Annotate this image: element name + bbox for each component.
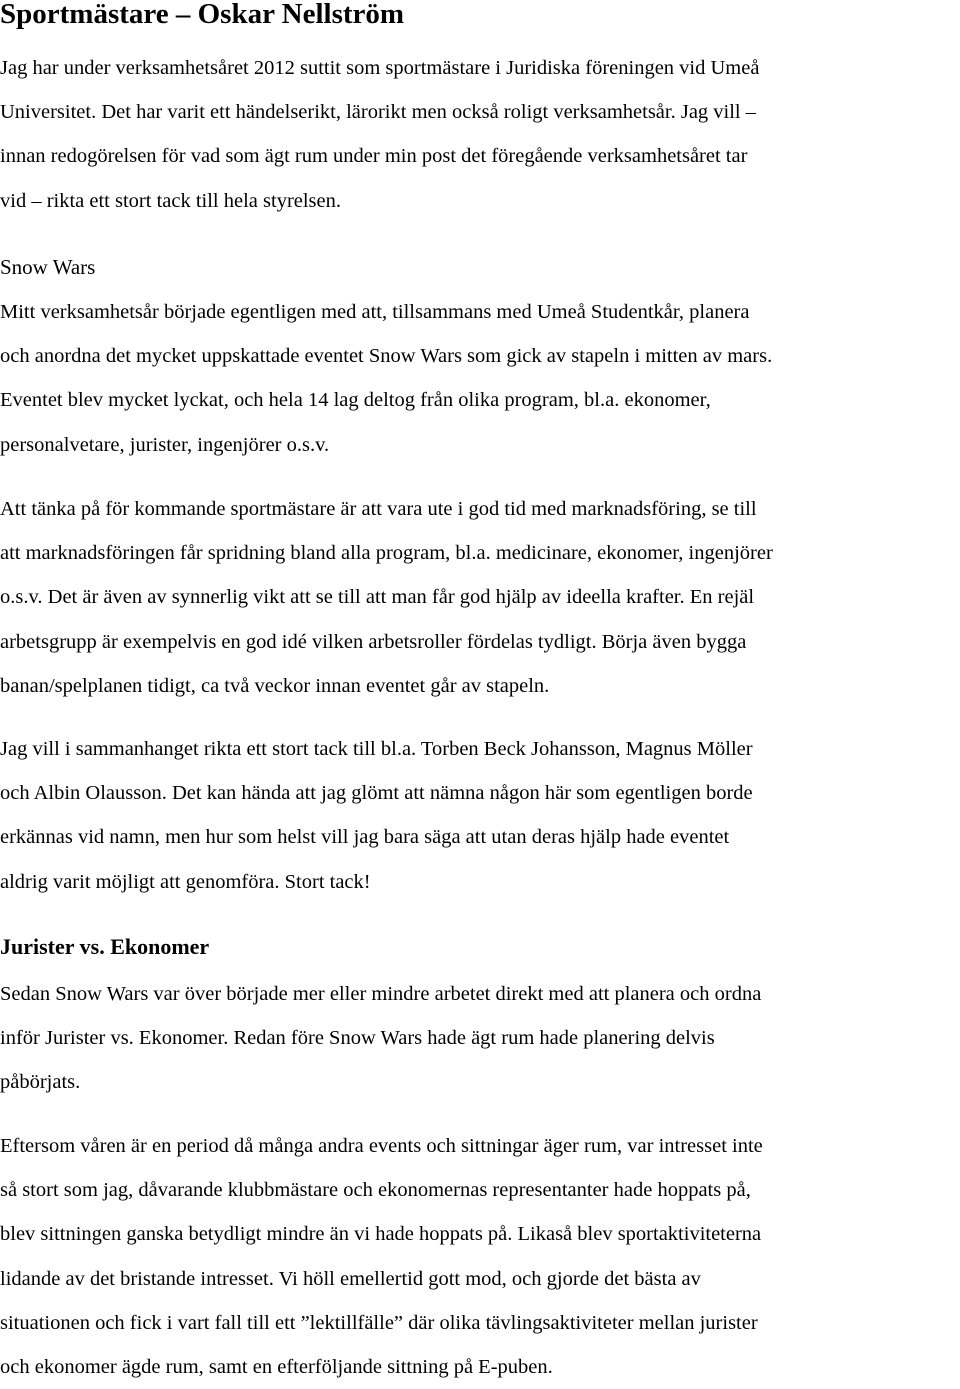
text-line: Att tänka på för kommande sportmästare är att vara ute i god tid med marknadsföring, se till [0,498,757,520]
text-line: erkännas vid namn, men hur som helst vill jag bara säga att utan deras hjälp hade eventet [0,826,730,849]
text-line: vid – rikta ett stort tack till hela styrelsen. [0,189,342,212]
text-line: och anordna det mycket uppskattade eventet Snow Wars som gick av stapeln i mitten av mars. [0,345,773,368]
text-line: Jag har under verksamhetsåret 2012 suttit som sportmästare i Juridiska föreningen vid Umeå [0,57,760,79]
snow-wars-paragraph-3 [0,727,753,904]
text-line: personalvetare, jurister, ingenjörer o.s.v. [0,433,330,456]
text-line: Sedan Snow Wars var över började mer eller mindre arbetet direkt med att planera och ordna [0,983,762,1005]
text-line: aldrig varit möjligt att genomföra. Stort tack! [0,870,371,893]
text-line: och ekonomer ägde rum, samt en efterföljande sittning på E-puben. [0,1355,553,1378]
text-line: påbörjats. [0,1071,81,1094]
text-line: Jag vill i sammanhanget rikta ett stort tack till bl.a. Torben Beck Johansson, Magnus Möller [0,738,753,760]
text-line: att marknadsföringen får spridning bland alla program, bl.a. medicinare, ekonomer, ingenjörer [0,542,773,565]
text-line: banan/spelplanen tidigt, ca två veckor innan eventet går av stapeln. [0,674,550,697]
text-line: o.s.v. Det är även av synnerlig vikt att se till att man får god hjälp av ideella krafter. En rejäl [0,586,755,609]
text-line: lidande av det bristande intresset. Vi höll emellertid gott mod, och gjorde det bästa av [0,1267,701,1290]
text-line: Eftersom våren är en period då många andra events och sittningar äger rum, var intresset inte [0,1135,763,1157]
text-line: situationen och fick i vart fall till ett ”lektillfälle” där olika tävlingsaktiviteter mellan jurister [0,1311,758,1334]
text-line: blev sittningen ganska betydligt mindre än vi hade hoppats på. Likaså blev sportaktiviteterna [0,1223,762,1246]
section-heading-jurister-vs-ekonomer: Jurister vs. Ekonomer [0,934,210,959]
text-line: Universitet. Det har varit ett händelserikt, lärorikt men också roligt verksamhetsår. Jag vill – [0,101,757,124]
text-line: inför Jurister vs. Ekonomer. Redan före Snow Wars hade ägt rum hade planering delvis [0,1027,715,1050]
text-line: och Albin Olausson. Det kan hända att jag glömt att nämna någon här som egentligen borde [0,782,753,805]
text-line: innan redogörelsen för vad som ägt rum under min post det föregående verksamhetsåret tar [0,145,748,168]
jurister-paragraph-2 [0,1124,763,1389]
section-heading-snow-wars: Snow Wars [0,255,96,279]
text-line: arbetsgrupp är exempelvis en god idé vilken arbetsroller fördelas tydligt. Börja även bygga [0,630,747,653]
text-line: Eventet blev mycket lyckat, och hela 14 lag deltog från olika program, bl.a. ekonomer, [0,389,711,412]
jurister-paragraph-1 [0,972,761,1105]
page-title: Sportmästare – Oskar Nellström [0,0,405,30]
snow-wars-paragraph-1 [0,290,772,467]
snow-wars-paragraph-2 [0,487,773,708]
text-line: så stort som jag, dåvarande klubbmästare och ekonomernas representanter hade hoppats på, [0,1179,751,1202]
text-line: Mitt verksamhetsår började egentligen med att, tillsammans med Umeå Studentkår, planera [0,301,750,323]
intro-paragraph [0,46,759,223]
